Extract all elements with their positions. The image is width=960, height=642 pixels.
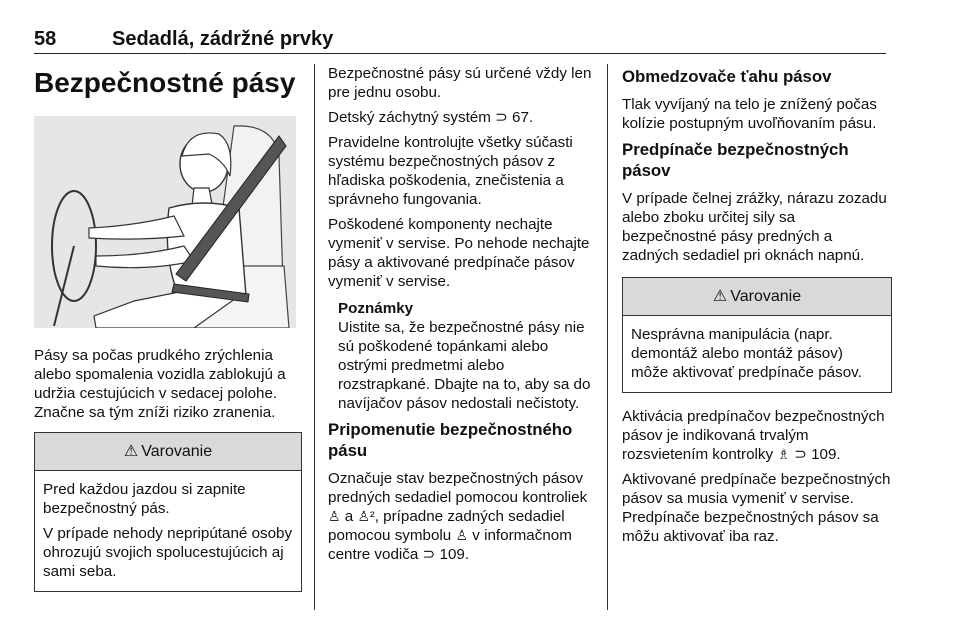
note-block xyxy=(328,299,598,413)
activation-text-b: ⊃ 109. xyxy=(794,446,841,463)
paragraph-child-restraint: Detský záchytný systém ⊃ 67. xyxy=(328,109,534,126)
activation-text-a: Aktivácia predpínačov bezpečnostných pásov je indikovaná trvalým rozsvietením kontrolky xyxy=(622,408,885,463)
seatbelt-reminder-rear-icon: ♙² xyxy=(357,508,375,524)
seatbelt-illustration xyxy=(34,116,296,328)
chapter-title: Sedadlá, zádržné prvky xyxy=(112,28,334,50)
replacement-paragraph: Aktivované predpínače bezpečnostných pásov sa musia vymeniť v servise. Predpínače bezpečnostných pásov sa môžu aktivovať iba raz. xyxy=(622,471,891,545)
warning-header xyxy=(623,278,891,316)
warning-heading: Varovanie xyxy=(730,288,802,305)
column-3 xyxy=(622,64,892,552)
reminder-text-b: a xyxy=(344,508,354,525)
seatbelt-reminder-icon: ♙ xyxy=(328,508,341,524)
reminder-text-c: , prípadne zadných sedadiel pomocou symbolu xyxy=(328,508,565,544)
note-text: Uistite sa, že bezpečnostné pásy nie sú poškodené topánkami alebo ostrými predmetmi alebo rozstrapkané. Dbajte na to, aby sa do navíjačov pásov nedostali nečistoty. xyxy=(338,319,591,412)
warning-body xyxy=(623,316,891,392)
warning-text: Nesprávna manipulácia (napr. demontáž alebo montáž pásov) môže aktivovať predpínače pásov. xyxy=(631,326,862,381)
driver-with-seatbelt-illustration xyxy=(34,116,296,328)
warning-box-1 xyxy=(34,432,302,592)
warning-header xyxy=(35,433,301,471)
intro-paragraph: Pásy sa počas prudkého zrýchlenia alebo spomalenia vozidla zablokujú a udržia cestujúcich v sedacej polohe. Značne sa tým zníži riziko zranenia. xyxy=(34,347,286,421)
reminder-heading: Pripomenutie bezpečnostného pásu xyxy=(328,420,573,460)
activation-paragraph xyxy=(622,407,892,464)
page-header xyxy=(34,28,886,54)
paragraph-inspection: Pravidelne kontrolujte všetky súčasti systému bezpečnostných pásov z hľadiska poškodenia, znečistenia a správneho fungovania. xyxy=(328,134,573,208)
warning-box-2 xyxy=(622,277,892,393)
reminder-paragraph xyxy=(328,469,598,564)
warning-triangle-icon: ⚠ xyxy=(712,288,728,305)
column-2 xyxy=(328,64,598,570)
note-title: Poznámky xyxy=(338,300,414,317)
warning-body xyxy=(35,471,301,591)
airbag-pretensioner-icon: ♗ xyxy=(777,446,790,462)
seatbelt-reminder-icon: ♙ xyxy=(455,527,469,543)
pretensioner-paragraph: V prípade čelnej zrážky, nárazu zozadu alebo zboku určitej sily sa bezpečnostné pásy predných a zadných sedadiel pri oknách napnú. xyxy=(622,190,887,264)
limiter-paragraph: Tlak vyvíjaný na telo je znížený počas kolízie postupným uvoľňovaním pásu. xyxy=(622,96,877,132)
paragraph-single-person: Bezpečnostné pásy sú určené vždy len pre jednu osobu. xyxy=(328,65,592,101)
reminder-text-d: v informačnom centre vodiča ⊃ 109. xyxy=(328,527,572,563)
page-title: Bezpečnostné pásy xyxy=(34,67,296,98)
warning-heading: Varovanie xyxy=(141,443,213,460)
column-1 xyxy=(34,64,302,592)
pretensioner-heading: Predpínače bezpečnostných pásov xyxy=(622,140,849,180)
warning-text-1: Pred každou jazdou si zapnite bezpečnostný pás. xyxy=(43,481,246,517)
reminder-text-a: Označuje stav bezpečnostných pásov predných sedadiel pomocou kontroliek xyxy=(328,470,588,506)
header-divider xyxy=(34,53,886,54)
page-number: 58 xyxy=(34,28,57,50)
warning-triangle-icon: ⚠ xyxy=(123,443,139,460)
limiter-heading: Obmedzovače ťahu pásov xyxy=(622,67,832,86)
column-divider-1 xyxy=(314,64,315,610)
column-divider-2 xyxy=(607,64,608,610)
warning-text-2: V prípade nehody nepripútané osoby ohrozujú svojich spolucestujúcich aj sami seba. xyxy=(43,525,293,580)
paragraph-replacement: Poškodené komponenty nechajte vymeniť v servise. Po nehode nechajte pásy a aktivované predpínače pásov vymeniť v servise. xyxy=(328,216,590,290)
